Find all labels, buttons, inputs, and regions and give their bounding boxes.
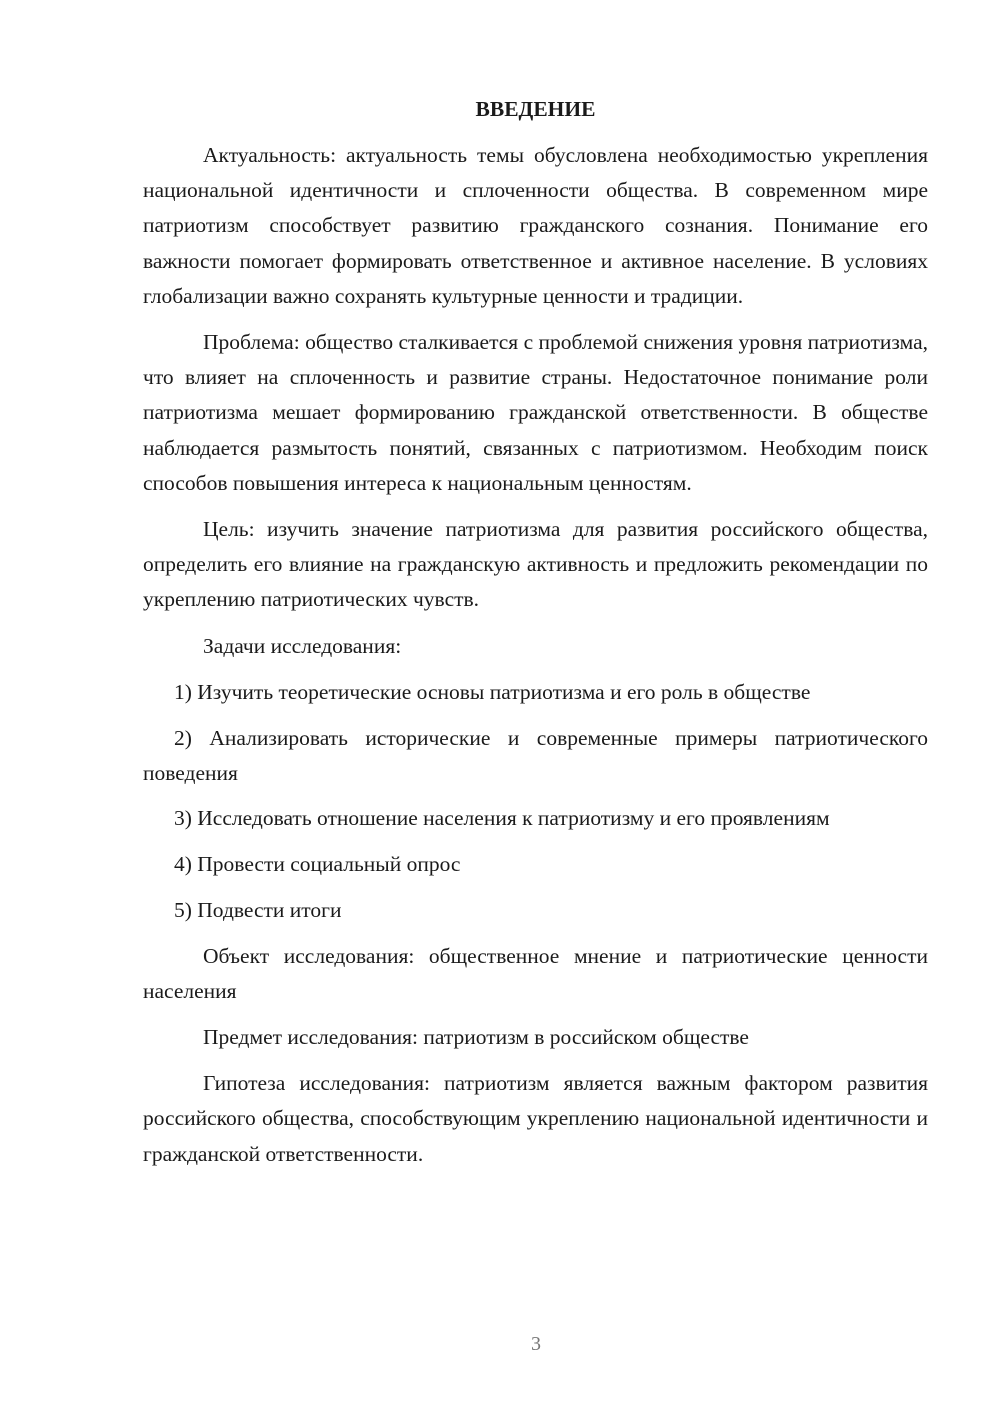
task-item-1: 1) Изучить теоретические основы патриотизма и его роль в обществе [174, 679, 811, 704]
page-number: 3 [531, 1333, 541, 1355]
task-item-2: 2) Анализировать исторические и современные примеры патриотического поведения [143, 725, 928, 785]
subject-paragraph: Предмет исследования: патриотизм в российском обществе [203, 1024, 749, 1049]
tasks-heading: Задачи исследования: [203, 633, 402, 658]
section-heading: ВВЕДЕНИЕ [475, 97, 596, 121]
page-content [143, 92, 928, 1172]
problem-paragraph: Проблема: общество сталкивается с проблемой снижения уровня патриотизма, что влияет на сплоченность и развитие страны. Недостаточное понимание роли патриотизма мешает формированию гражданской ответственности. В обществе наблюдается размытость понятий, связанных с патриотизмом. Необходим поиск способов повышения интереса к национальным ценностям. [143, 330, 928, 495]
object-paragraph: Объект исследования: общественное мнение и патриотические ценности населения [143, 943, 928, 1003]
hypothesis-paragraph: Гипотеза исследования: патриотизм является важным фактором развития российского общества, способствующим укреплению национальной идентичности и гражданской ответственности. [143, 1071, 928, 1166]
task-item-4: 4) Провести социальный опрос [174, 852, 461, 877]
task-item-5: 5) Подвести итоги [174, 897, 342, 922]
goal-paragraph: Цель: изучить значение патриотизма для развития российского общества, определить его влияние на гражданскую активность и предложить рекомендации по укреплению патриотических чувств. [143, 517, 928, 612]
task-item-3: 3) Исследовать отношение населения к патриотизму и его проявлениям [174, 806, 830, 831]
relevance-paragraph: Актуальность: актуальность темы обусловлена необходимостью укрепления национальной идентичности и сплоченности общества. В современном мире патриотизм способствует развитию гражданского сознания. Понимание его важности помогает формировать ответственное и активное население. В условиях глобализации важно сохранять культурные ценности и традиции. [143, 143, 928, 308]
